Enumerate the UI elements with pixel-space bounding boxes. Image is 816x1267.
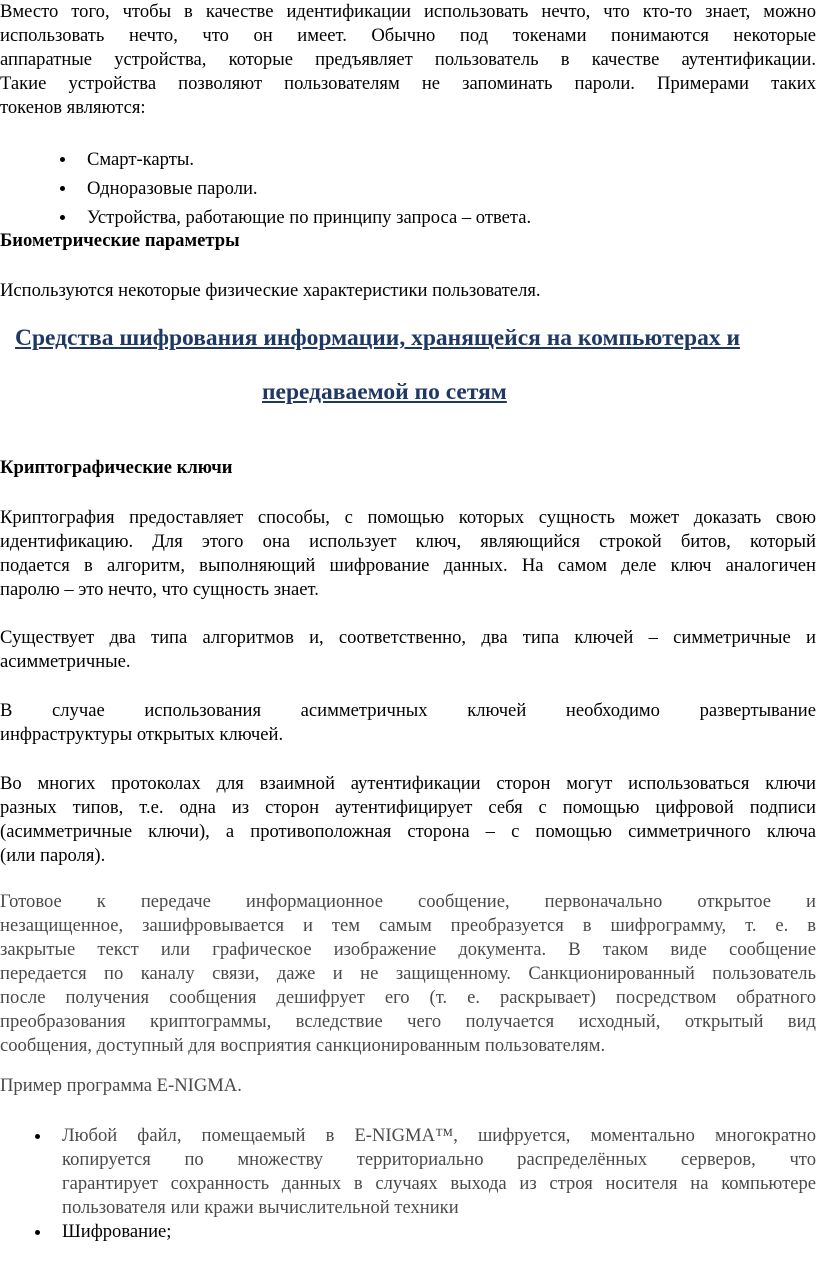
biometric-text: Используются некоторые физические характеристики пользователя. [0, 280, 541, 301]
list-item: Одноразовые пароли. [0, 174, 816, 203]
crypto-para-1: Криптография предоставляет способы, с помощью которых сущность может доказать свою идентификацию. Для этого она использует ключ, являющийся строкой битов, который подается в алгоритм, выполняющий шифрование данных. На самом деле ключ аналогичен паролю – это нечто, что сущность знает. [0, 507, 816, 600]
section-title-line1: Средства шифрования информации, хранящейся на компьютерах и [15, 325, 741, 351]
intro-line: использовать нечто, что он имеет. Обычно под токенами понимаются некоторые [0, 25, 816, 46]
crypto-para-2: Существует два типа алгоритмов и, соответственно, два типа ключей – симметричные и асимметричные. [0, 627, 816, 672]
bullet-icon [35, 1134, 40, 1139]
intro-paragraph [0, 0, 816, 120]
bullet-icon [60, 215, 65, 220]
list-item: Устройства, работающие по принципу запроса – ответа. [0, 203, 816, 232]
crypto-keys-heading: Криптографические ключи [0, 457, 233, 478]
intro-line: Вместо того, чтобы в качестве идентификации использовать нечто, что кто-то знает, можно [0, 1, 816, 22]
list-item: Смарт-карты. [0, 145, 816, 174]
document-page: Вместо того, чтобы в качестве идентификации использовать нечто, что кто-то знает, можно использовать нечто, что он имеет. Обычно под токенами понимаются некоторые аппаратные устройства, которые предъявляет пользователь в качестве аутентификации. Такие устройства позволяют пользователям не запоминать пароли. Примерами таких токенов являются: Смарт-карты. Одноразовые пароли. Устройства, работающие по принципу запроса – ответа. Биометрические параметры Используются некоторые физические характеристики пользователя. Средства шифрования информации, хранящейся на компьютерах и передаваемой по сетям Криптографические ключи Криптография предоставляет способы, с помощью которых сущность может доказать свою идентификацию. Для этого она использует ключ, являющийся строкой битов, который подается в алгоритм, выполняющий шифрование данных. На самом деле ключ аналогичен паролю – это нечто, что сущность знает. Существует два типа алгоритмов и, соответственно, два типа ключей – симметричные и асимметричные. В случае использования асимметричных ключей необходимо развертывание инфраструктуры открытых ключей. Во многих протоколах для взаимной аутентификации сторон могут использоваться ключи разных типов, т.е. одна из сторон аутентифицирует себя с помощью цифровой подписи (асимметричные ключи), а противоположная сторона – с помощью симметричного ключа (или пароля). Готовое к передаче информационное сообщение, первоначально открытое и незащищенное, зашифровывается и тем самым преобразуется в шифрограмму, т. е. в закрытые текст или графическое изображение документа. В таком виде сообщение передается по каналу связи, даже и не защищенному. Санкционированный пользователь после получения сообщения дешифрует его (т. е. раскрывает) посредством обратного преобразования криптограммы, вследствие чего получается исходный, открытый вид сообщения, доступный для восприятия санкционированным пользователям. Пример программа E-NIGMA. Любой файл, помещаемый в E-NIGMA™, шифруется, моментально многократно копируется по множеству территориально распределённых серверов, что гарантирует сохранность данных в случаях выхода из строя носителя на компьютере пользователя или кражи вычислительной техники Шифрование; [0, 1, 816, 1242]
example-label: Пример программа E-NIGMA. [0, 1075, 242, 1096]
bullet-icon [60, 157, 65, 162]
intro-line: Такие устройства позволяют пользователям не запоминать пароли. Примерами таких [0, 73, 816, 94]
intro-line: аппаратные устройства, которые предъявляет пользователь в качестве аутентификации. [0, 49, 816, 70]
crypto-para-4: Во многих протоколах для взаимной аутентификации сторон могут использоваться ключи разных типов, т.е. одна из сторон аутентифицирует себя с помощью цифровой подписи (асимметричные ключи), а противоположная сторона – с помощью симметричного ключа (или пароля). [0, 773, 816, 866]
biometric-heading: Биометрические параметры [0, 230, 240, 251]
message-paragraph: Готовое к передаче информационное сообщение, первоначально открытое и незащищенное, зашифровывается и тем самым преобразуется в шифрограмму, т. е. в закрытые текст или графическое изображение документа. В таком виде сообщение передается по каналу связи, даже и не защищенному. Санкционированный пользователь после получения сообщения дешифрует его (т. е. раскрывает) посредством обратного преобразования криптограммы, вследствие чего получается исходный, открытый вид сообщения, доступный для восприятия санкционированным пользователям. [0, 891, 816, 1056]
crypto-para-3: В случае использования асимметричных ключей необходимо развертывание инфраструктуры открытых ключей. [0, 700, 816, 745]
section-title-line2: передаваемой по сетям [262, 379, 507, 405]
intro-line: токенов являются: [0, 97, 146, 118]
bullet-icon [60, 186, 65, 191]
bullet-icon [35, 1230, 40, 1235]
token-list [0, 145, 816, 232]
